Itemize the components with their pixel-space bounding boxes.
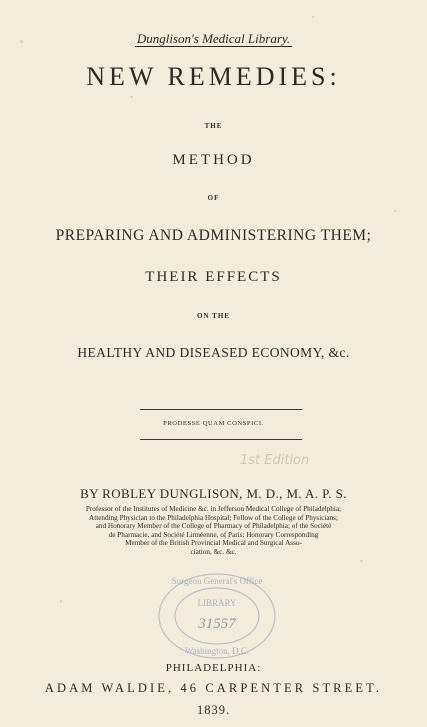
stamp-library-text: LIBRARY bbox=[197, 598, 237, 608]
connector-of: OF bbox=[207, 194, 220, 202]
library-stamp-icon bbox=[152, 568, 282, 666]
pencil-note: 1st Edition bbox=[240, 453, 310, 468]
author-line: BY ROBLEY DUNGLISON, M. D., M. A. P. S. bbox=[80, 486, 347, 501]
credentials-line: Member of the British Provincial Medical and Surgical Asso- bbox=[125, 539, 302, 548]
stamp-number: 31557 bbox=[198, 616, 236, 632]
subtitle-method: METHOD bbox=[172, 152, 255, 168]
paper-fleck bbox=[360, 560, 363, 562]
motto: PRODESSE QUAM CONSPICI. bbox=[163, 420, 264, 427]
connector-the: THE bbox=[204, 122, 223, 130]
imprint-year: 1839. bbox=[196, 703, 231, 717]
stamp-city-text: Washington, D.C. bbox=[184, 646, 250, 656]
paper-fleck bbox=[130, 96, 133, 98]
book-title: NEW REMEDIES: bbox=[86, 62, 341, 91]
subtitle-healthy: HEALTHY AND DISEASED ECONOMY, &c. bbox=[77, 345, 350, 360]
credentials-line: de Pharmacie, and Société Linnéenne, of Paris; Honorary Corresponding bbox=[108, 530, 319, 539]
imprint-publisher: ADAM WALDIE, 46 CARPENTER STREET. bbox=[44, 681, 383, 695]
divider-rule-top bbox=[140, 409, 302, 410]
series-title bbox=[0, 31, 427, 47]
divider-rule-bottom bbox=[140, 439, 302, 440]
imprint-place: PHILADELPHIA: bbox=[165, 662, 262, 674]
connector-on-the: ON THE bbox=[197, 312, 230, 320]
credentials-line: and Honorary Member of the College of Pharmacy of Philadelphia; of the Société bbox=[95, 522, 332, 531]
paper-fleck bbox=[394, 210, 396, 212]
series-title-text: Dunglison's Medical Library. bbox=[136, 31, 291, 46]
credentials-line: ciation, &c. &c. bbox=[190, 547, 237, 556]
stamp-office-text: Surgeon General's Office bbox=[171, 576, 263, 586]
paper-fleck bbox=[312, 16, 314, 18]
credentials-line: Attending Physician to the Philadelphia Hospital; Fellow of the College of Physicians; bbox=[89, 513, 338, 522]
subtitle-preparing: PREPARING AND ADMINISTERING THEM; bbox=[55, 227, 372, 244]
author-credentials bbox=[20, 505, 407, 557]
credentials-line: Professor of the Institutes of Medicine &c. in Jefferson Medical College of Philadelphia; bbox=[85, 505, 342, 513]
paper-fleck bbox=[60, 600, 62, 603]
subtitle-effects: THEIR EFFECTS bbox=[145, 269, 282, 285]
